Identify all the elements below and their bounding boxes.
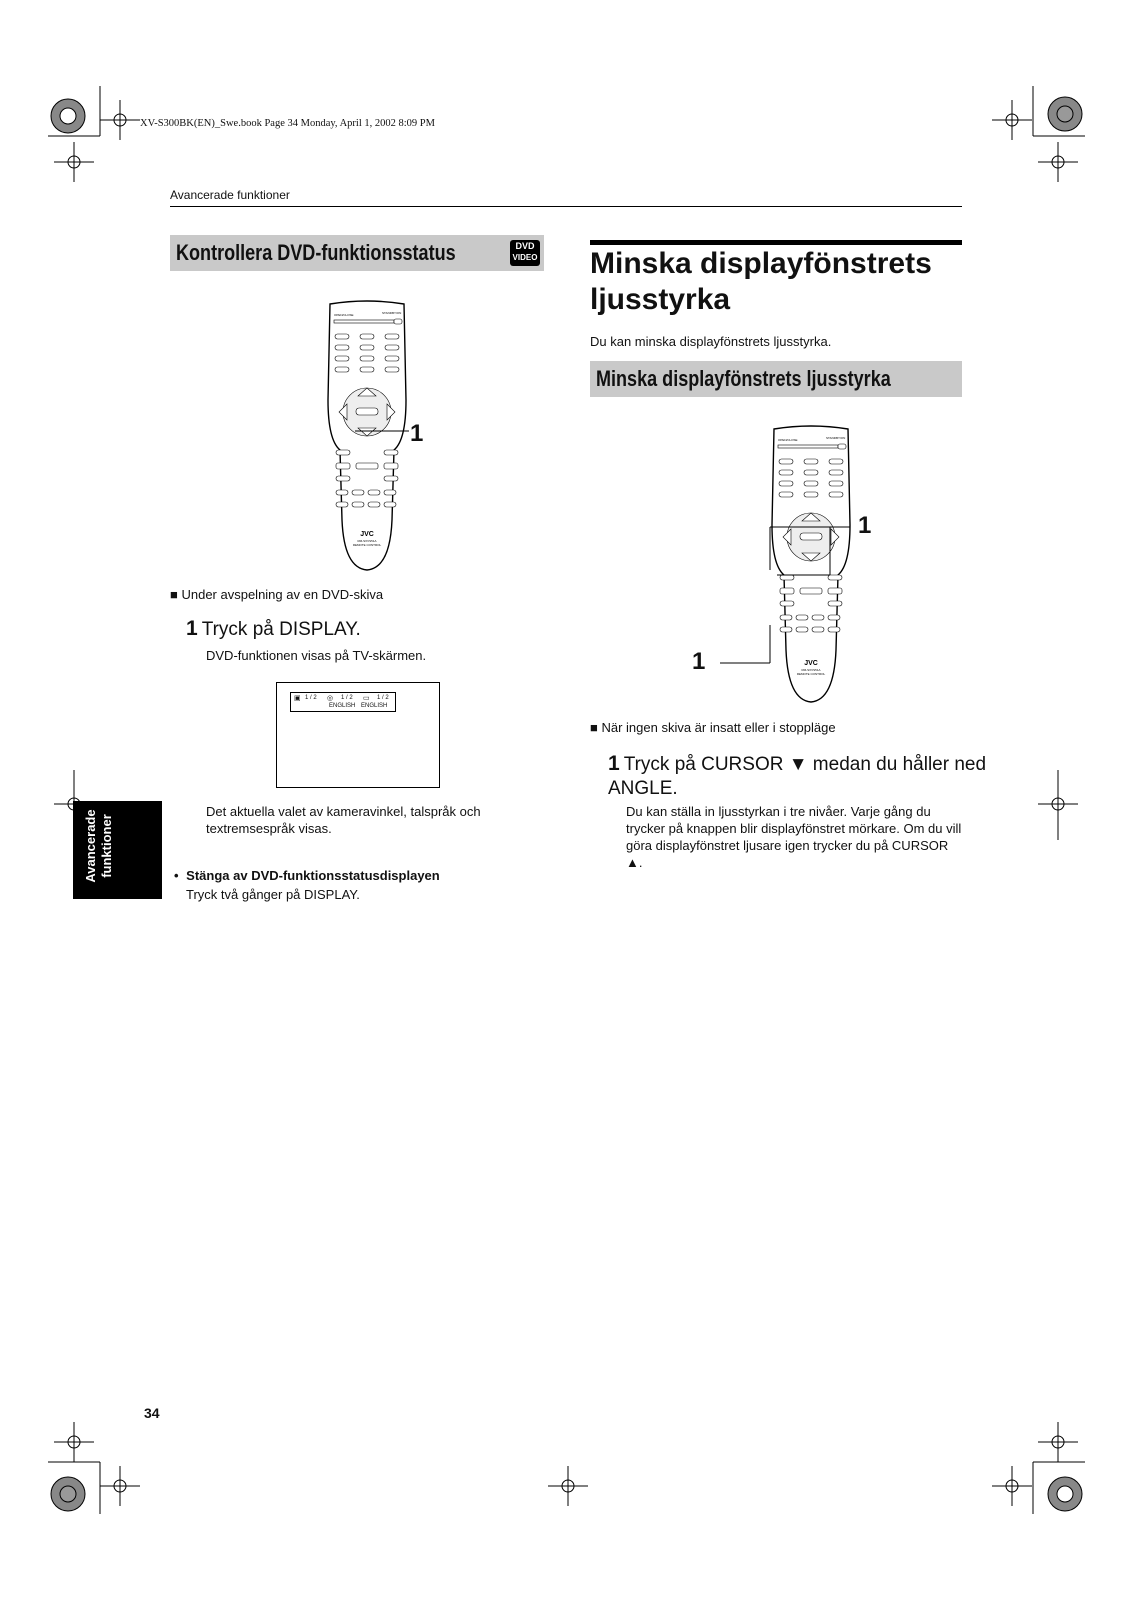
step-desc-left: DVD-funktionen visas på TV-skärmen. [206, 648, 427, 663]
svg-text:OPEN/CLOSE: OPEN/CLOSE [778, 438, 798, 442]
callout-lines-right [700, 515, 860, 675]
file-info-line: XV-S300BK(EN)_Swe.book Page 34 Monday, April 1, 2002 8:09 PM [140, 118, 435, 129]
svg-text:JVC: JVC [804, 660, 818, 667]
side-tab: Avancerade funktioner [73, 801, 162, 899]
callout-number-left: 1 [410, 420, 424, 447]
section-title-left: Kontrollera DVD-funktionsstatus [170, 235, 544, 271]
section-title-right: Minska displayfönstrets ljusstyrka [590, 361, 962, 397]
page-number: 34 [144, 1405, 160, 1421]
condition-left: ■ Under avspelning av en DVD-skiva [170, 587, 384, 602]
callout-number-right-bottom: 1 [692, 648, 706, 675]
svg-text:JVC: JVC [360, 531, 374, 538]
svg-text:STANDBY/ON: STANDBY/ON [826, 436, 846, 440]
svg-text:REMOTE CONTROL: REMOTE CONTROL [796, 672, 826, 676]
intro-text: Du kan minska displayfönstrets ljusstyrka. [590, 334, 832, 349]
step-left: 1 Tryck på DISPLAY. [186, 617, 361, 640]
title-rule [590, 240, 962, 245]
svg-text:OPEN/CLOSE: OPEN/CLOSE [334, 313, 354, 317]
bullet-title: • Stänga av DVD-funktionsstatusdisplayen [174, 868, 440, 883]
condition-right: ■ När ingen skiva är insatt eller i stoppläge [590, 720, 836, 735]
svg-text:STANDBY/ON: STANDBY/ON [382, 311, 402, 315]
note-left: Det aktuella valet av kameravinkel, talspråk och textremsespråk visas. [206, 804, 481, 836]
osd-display: ▣ 1 / 2 ◎ 1 / 2 ▭ 1 / 2 ENGLISH ENGLISH [290, 692, 396, 712]
callout-line-left [355, 425, 415, 437]
audio-icon: ◎ [327, 695, 334, 702]
callout-number-right-top: 1 [858, 512, 872, 539]
svg-text:REMOTE CONTROL: REMOTE CONTROL [352, 543, 382, 547]
page-title: Minska displayfönstrets ljusstyrka [590, 247, 932, 316]
dvd-video-badge: DVD VIDEO [510, 240, 540, 266]
camera-icon: ▣ [294, 695, 301, 702]
bullet-text: Tryck två gånger på DISPLAY. [186, 887, 360, 902]
subtitle-icon: ▭ [363, 695, 370, 702]
step-desc-right: Du kan ställa in ljusstyrkan i tre nivåer. Varje gång du trycker på knappen blir displayfönstret mörkare. Om du vill göra displayfönstret ljusare igen trycker du på CURSOR ▲. [626, 804, 962, 870]
svg-text:RM-SXVS51A: RM-SXVS51A [801, 668, 821, 672]
running-head: Avancerade funktioner [170, 188, 290, 202]
svg-text:RM-SXVS51A: RM-SXVS51A [357, 539, 377, 543]
step-right: 1 Tryck på CURSOR ▼ medan du håller ned ANGLE. [608, 752, 987, 799]
header-rule [170, 206, 962, 207]
